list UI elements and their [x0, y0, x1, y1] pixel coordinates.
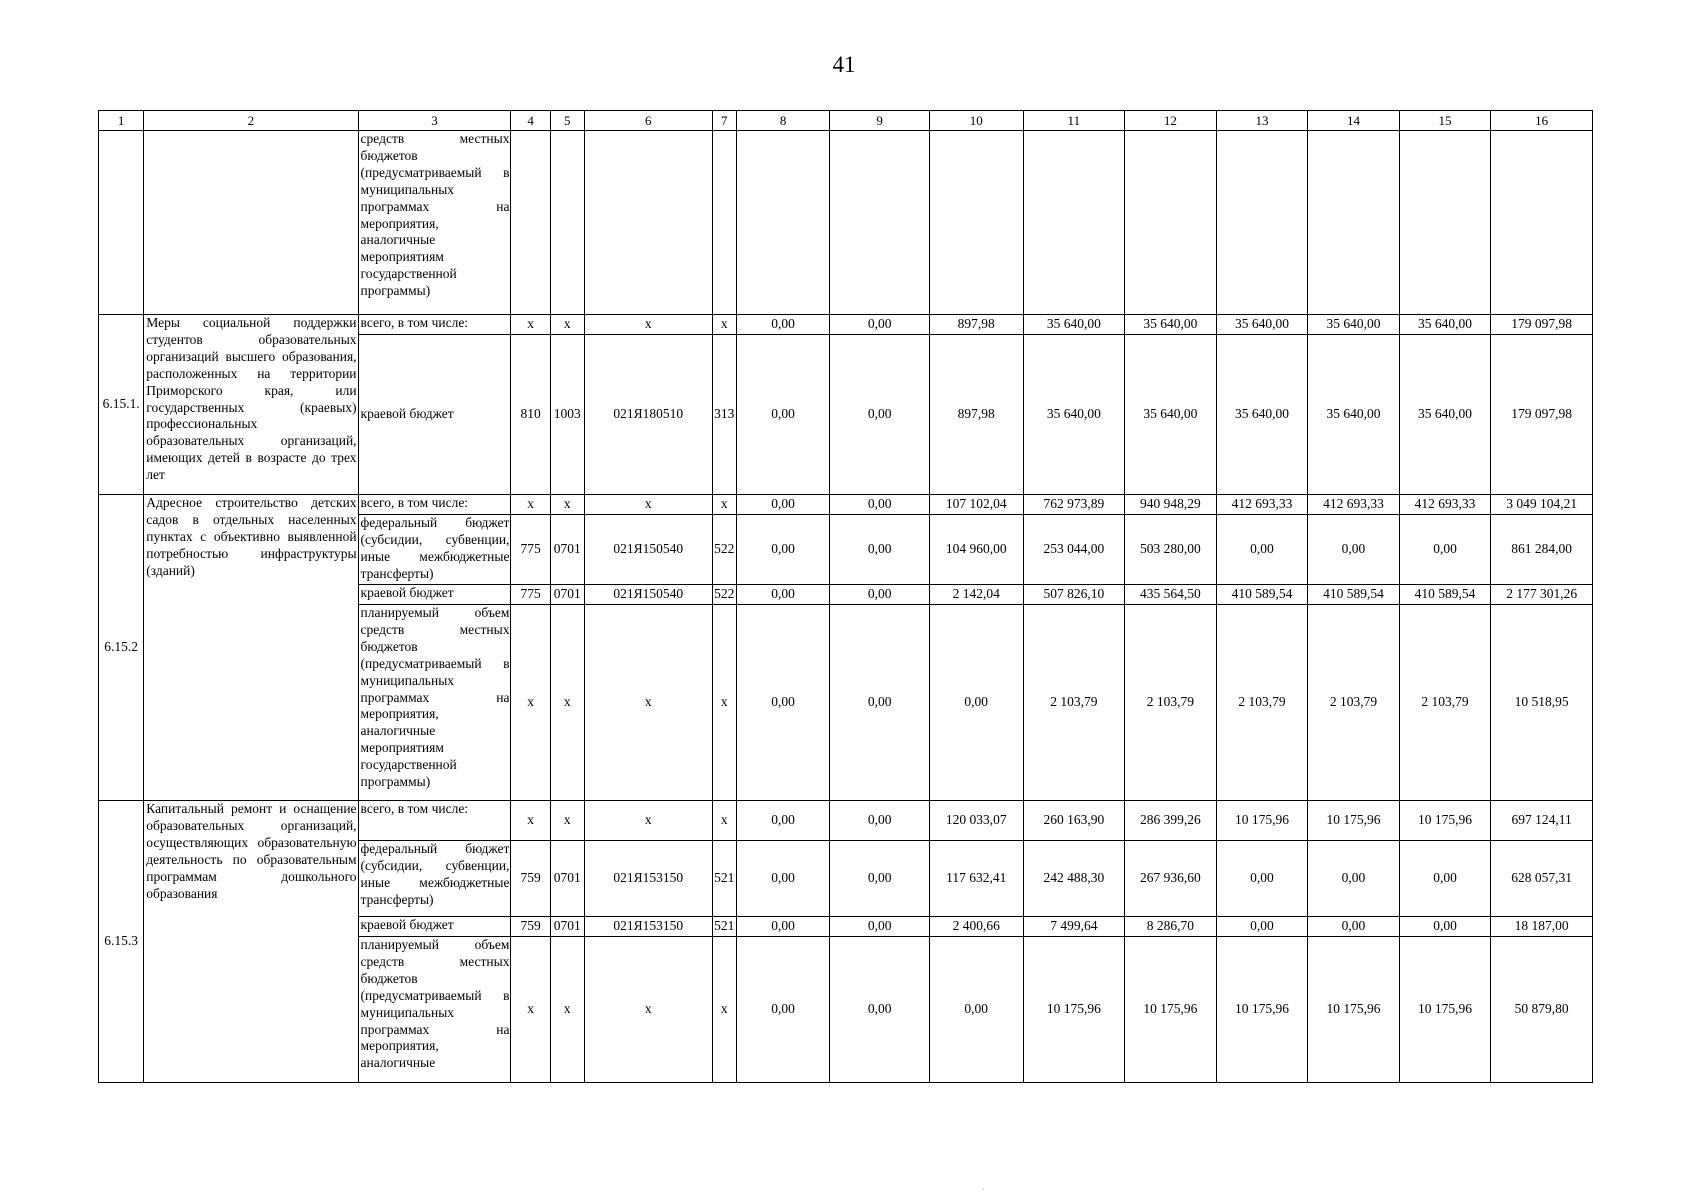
cell-c12: 35 640,00: [1125, 335, 1217, 495]
cell-c15: 35 640,00: [1399, 335, 1491, 495]
cell-c12: 267 936,60: [1125, 841, 1217, 917]
empty-cell: [712, 131, 736, 315]
cell-c16: 179 097,98: [1491, 315, 1593, 335]
cell-c7: x: [712, 315, 736, 335]
cell-c7: 522: [712, 515, 736, 585]
funding-source: федеральный бюджет (субсидии, субвенции, иные межбюджетные трансферты): [358, 515, 511, 585]
column-header: 15: [1399, 111, 1491, 131]
cell-c12: 8 286,70: [1125, 917, 1217, 937]
cell-c11: 2 103,79: [1023, 605, 1125, 801]
cell-c13: 0,00: [1216, 515, 1308, 585]
funding-source: краевой бюджет: [358, 585, 511, 605]
column-header: 5: [550, 111, 584, 131]
cell-c11: 35 640,00: [1023, 315, 1125, 335]
cell-c15: 2 103,79: [1399, 605, 1491, 801]
empty-cell: [1491, 131, 1593, 315]
cell-c14: 410 589,54: [1308, 585, 1400, 605]
cell-c8: 0,00: [736, 841, 830, 917]
cell-c4: x: [511, 801, 550, 841]
cell-c9: 0,00: [830, 937, 930, 1083]
column-header: 13: [1216, 111, 1308, 131]
empty-cell: [1308, 131, 1400, 315]
activity-name: Капитальный ремонт и оснащение образовательных организаций, осуществляющих образовательную деятельность по образовательным программам дошкольного образования: [144, 801, 358, 1083]
cell-c9: 0,00: [830, 335, 930, 495]
cell-c13: 412 693,33: [1216, 495, 1308, 515]
cell-c15: 0,00: [1399, 515, 1491, 585]
cell-c8: 0,00: [736, 937, 830, 1083]
funding-source: планируемый объем средств местных бюджетов (предусматриваемый в муниципальных программах на мероприятия, аналогичные: [358, 937, 511, 1083]
empty-cell: [584, 131, 712, 315]
cell-c11: 242 488,30: [1023, 841, 1125, 917]
activity-name: Адресное строительство детских садов в отдельных населенных пунктах с объективно выявленной потребностью инфраструктуры (зданий): [144, 495, 358, 801]
table-row: [99, 495, 1593, 515]
cell-c8: 0,00: [736, 335, 830, 495]
cell-c6: 021Я150540: [584, 585, 712, 605]
cell-c14: 35 640,00: [1308, 315, 1400, 335]
cell-c16: 2 177 301,26: [1491, 585, 1593, 605]
cell-c9: 0,00: [830, 841, 930, 917]
cell-c14: 0,00: [1308, 917, 1400, 937]
empty-cell: [929, 131, 1023, 315]
cell-c10: 897,98: [929, 315, 1023, 335]
cell-c14: 10 175,96: [1308, 801, 1400, 841]
cell-c7: x: [712, 937, 736, 1083]
cell-c5: 0701: [550, 585, 584, 605]
table-row: [99, 801, 1593, 841]
cell-c6: x: [584, 315, 712, 335]
cell-c5: 0701: [550, 917, 584, 937]
empty-cell: [1023, 131, 1125, 315]
cell-c11: 10 175,96: [1023, 937, 1125, 1083]
cell-c5: 0701: [550, 841, 584, 917]
cell-c8: 0,00: [736, 315, 830, 335]
cell-c8: 0,00: [736, 801, 830, 841]
column-header: 12: [1125, 111, 1217, 131]
cell-c6: x: [584, 801, 712, 841]
empty-cell: [1216, 131, 1308, 315]
cell-c5: x: [550, 801, 584, 841]
cell-c5: 1003: [550, 335, 584, 495]
budget-table: [98, 110, 1593, 1083]
cell-c7: 313: [712, 335, 736, 495]
cell-c11: 762 973,89: [1023, 495, 1125, 515]
cell-c8: 0,00: [736, 515, 830, 585]
cell-c7: 522: [712, 585, 736, 605]
cell-c16: 697 124,11: [1491, 801, 1593, 841]
empty-cell: [830, 131, 930, 315]
cell-c6: 021Я180510: [584, 335, 712, 495]
cell-c9: 0,00: [830, 315, 930, 335]
column-header: 2: [144, 111, 358, 131]
cell-c11: 7 499,64: [1023, 917, 1125, 937]
cell-c8: 0,00: [736, 917, 830, 937]
cell-c9: 0,00: [830, 917, 930, 937]
cell-c7: x: [712, 801, 736, 841]
cell-c9: 0,00: [830, 515, 930, 585]
funding-source: всего, в том числе:: [358, 315, 511, 335]
cell-c14: 35 640,00: [1308, 335, 1400, 495]
cell-c5: x: [550, 605, 584, 801]
cell-c15: 412 693,33: [1399, 495, 1491, 515]
cell-c16: 50 879,80: [1491, 937, 1593, 1083]
column-header: 10: [929, 111, 1023, 131]
cell-c10: 0,00: [929, 605, 1023, 801]
cell-c15: 10 175,96: [1399, 801, 1491, 841]
cell-c13: 10 175,96: [1216, 937, 1308, 1083]
empty-cell: [550, 131, 584, 315]
empty-cell: [511, 131, 550, 315]
funding-source: федеральный бюджет (субсидии, субвенции, иные межбюджетные трансферты): [358, 841, 511, 917]
column-header: 7: [712, 111, 736, 131]
column-header: 14: [1308, 111, 1400, 131]
cell-c13: 410 589,54: [1216, 585, 1308, 605]
empty-cell: [1399, 131, 1491, 315]
cell-c14: 412 693,33: [1308, 495, 1400, 515]
empty-cell: [99, 131, 144, 315]
column-header: 1: [99, 111, 144, 131]
cell-c4: x: [511, 605, 550, 801]
cell-c9: 0,00: [830, 801, 930, 841]
cell-c9: 0,00: [830, 605, 930, 801]
cell-c16: 861 284,00: [1491, 515, 1593, 585]
empty-cell: [736, 131, 830, 315]
cell-c13: 35 640,00: [1216, 335, 1308, 495]
column-header: 3: [358, 111, 511, 131]
cell-c14: 2 103,79: [1308, 605, 1400, 801]
activity-name: Меры социальной поддержки студентов образовательных организаций высшего образования, расположенных на территории Приморского края, или государственных (краевых) профессиональных образовательных организаций, имеющих детей в возрасте до трех лет: [144, 315, 358, 495]
cell-c10: 0,00: [929, 937, 1023, 1083]
cell-c4: x: [511, 937, 550, 1083]
cell-c14: 0,00: [1308, 515, 1400, 585]
cell-c15: 0,00: [1399, 917, 1491, 937]
table-row: [99, 315, 1593, 335]
cell-c13: 2 103,79: [1216, 605, 1308, 801]
cell-c16: 3 049 104,21: [1491, 495, 1593, 515]
cell-c14: 0,00: [1308, 841, 1400, 917]
funding-source: средств местных бюджетов (предусматриваемый в муниципальных программах на мероприятия, аналогичные мероприятиям государственной программы): [358, 131, 511, 315]
cell-c14: 10 175,96: [1308, 937, 1400, 1083]
cell-c4: 810: [511, 335, 550, 495]
cell-c4: x: [511, 315, 550, 335]
cell-c10: 104 960,00: [929, 515, 1023, 585]
cell-c6: 021Я153150: [584, 841, 712, 917]
cell-c5: 0701: [550, 515, 584, 585]
cell-c8: 0,00: [736, 585, 830, 605]
cell-c11: 35 640,00: [1023, 335, 1125, 495]
cell-c10: 897,98: [929, 335, 1023, 495]
cell-c12: 435 564,50: [1125, 585, 1217, 605]
funding-source: краевой бюджет: [358, 335, 511, 495]
cell-c13: 35 640,00: [1216, 315, 1308, 335]
scan-artifact: ·: [982, 1185, 985, 1194]
empty-cell: [144, 131, 358, 315]
funding-source: всего, в том числе:: [358, 801, 511, 841]
table-row: [99, 131, 1593, 315]
cell-c16: 18 187,00: [1491, 917, 1593, 937]
cell-c13: 0,00: [1216, 841, 1308, 917]
cell-c4: 775: [511, 515, 550, 585]
funding-source: всего, в том числе:: [358, 495, 511, 515]
cell-c6: x: [584, 495, 712, 515]
cell-c12: 10 175,96: [1125, 937, 1217, 1083]
cell-c16: 179 097,98: [1491, 335, 1593, 495]
cell-c15: 10 175,96: [1399, 937, 1491, 1083]
page-number: 41: [832, 52, 856, 77]
cell-c9: 0,00: [830, 495, 930, 515]
funding-source: планируемый объем средств местных бюджетов (предусматриваемый в муниципальных программах на мероприятия, аналогичные мероприятиям государственной программы): [358, 605, 511, 801]
cell-c11: 507 826,10: [1023, 585, 1125, 605]
row-number: 6.15.1.: [99, 315, 144, 495]
cell-c15: 35 640,00: [1399, 315, 1491, 335]
cell-c6: 021Я153150: [584, 917, 712, 937]
row-number: 6.15.2: [99, 495, 144, 801]
cell-c11: 260 163,90: [1023, 801, 1125, 841]
funding-source: краевой бюджет: [358, 917, 511, 937]
row-number: 6.15.3: [99, 801, 144, 1083]
column-header: 11: [1023, 111, 1125, 131]
cell-c9: 0,00: [830, 585, 930, 605]
cell-c7: 521: [712, 841, 736, 917]
column-header: 4: [511, 111, 550, 131]
cell-c15: 410 589,54: [1399, 585, 1491, 605]
cell-c7: x: [712, 605, 736, 801]
cell-c8: 0,00: [736, 605, 830, 801]
cell-c4: x: [511, 495, 550, 515]
column-header: 8: [736, 111, 830, 131]
cell-c11: 253 044,00: [1023, 515, 1125, 585]
cell-c8: 0,00: [736, 495, 830, 515]
cell-c10: 2 400,66: [929, 917, 1023, 937]
cell-c12: 2 103,79: [1125, 605, 1217, 801]
cell-c5: x: [550, 495, 584, 515]
table-header-row: [99, 111, 1593, 131]
cell-c10: 2 142,04: [929, 585, 1023, 605]
cell-c10: 120 033,07: [929, 801, 1023, 841]
cell-c7: 521: [712, 917, 736, 937]
cell-c10: 107 102,04: [929, 495, 1023, 515]
column-header: 16: [1491, 111, 1593, 131]
cell-c4: 759: [511, 841, 550, 917]
empty-cell: [1125, 131, 1217, 315]
cell-c6: x: [584, 937, 712, 1083]
cell-c6: 021Я150540: [584, 515, 712, 585]
column-header: 9: [830, 111, 930, 131]
cell-c12: 503 280,00: [1125, 515, 1217, 585]
cell-c7: x: [712, 495, 736, 515]
cell-c16: 628 057,31: [1491, 841, 1593, 917]
column-header: 6: [584, 111, 712, 131]
cell-c4: 775: [511, 585, 550, 605]
cell-c4: 759: [511, 917, 550, 937]
cell-c12: 286 399,26: [1125, 801, 1217, 841]
cell-c12: 940 948,29: [1125, 495, 1217, 515]
cell-c12: 35 640,00: [1125, 315, 1217, 335]
cell-c15: 0,00: [1399, 841, 1491, 917]
cell-c6: x: [584, 605, 712, 801]
cell-c5: x: [550, 315, 584, 335]
cell-c16: 10 518,95: [1491, 605, 1593, 801]
cell-c13: 0,00: [1216, 917, 1308, 937]
cell-c13: 10 175,96: [1216, 801, 1308, 841]
cell-c5: x: [550, 937, 584, 1083]
cell-c10: 117 632,41: [929, 841, 1023, 917]
